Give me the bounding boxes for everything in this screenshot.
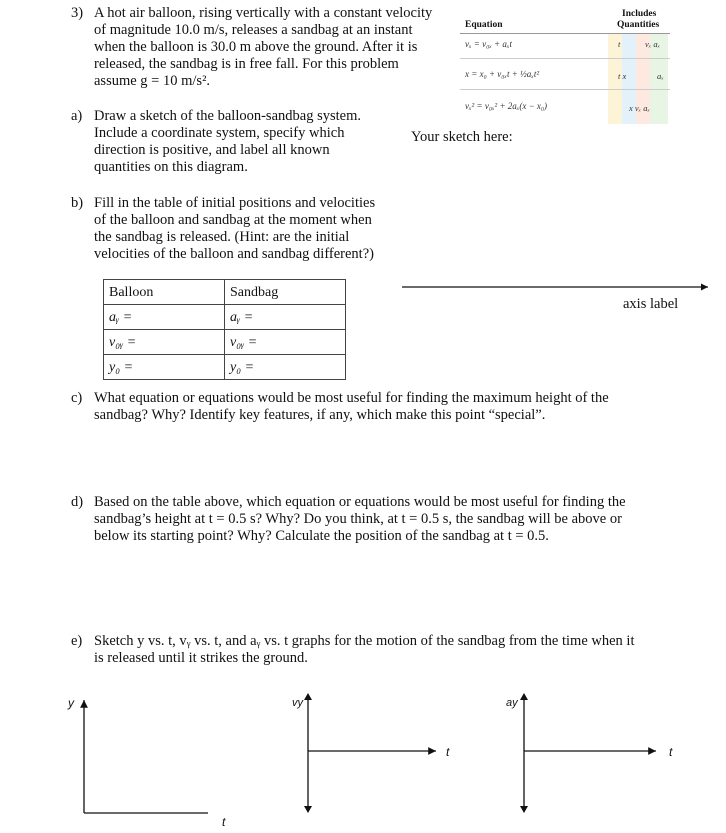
graph-vy-label: vy (292, 697, 303, 709)
sketch-label: Your sketch here: (411, 129, 513, 145)
equation-row-2: x = x₀ + v₀ₓt + ½aₓt² (465, 69, 540, 79)
graph-y-t-label: t (222, 815, 226, 829)
balloon-y0-cell[interactable]: y₀ = (104, 355, 225, 380)
sandbag-ay-cell[interactable]: aᵧ = (225, 305, 346, 330)
equation-row-2-quantities-a: t x (618, 71, 627, 81)
balloon-v0y-cell[interactable]: v₀ᵧ = (104, 330, 225, 355)
part-a-text: Draw a sketch of the balloon-sandbag system. Include a coordinate system, specify which direction is positive, and label all known quantities on this diagram. (94, 108, 361, 175)
part-e-text: Sketch y vs. t, vᵧ vs. t, and aᵧ vs. t graphs for the motion of the sandbag from the time when it is released until it strikes the ground. (94, 633, 635, 666)
equation-row-3-quantities: x vₓ aₓ (629, 103, 650, 113)
includes-header-2: Quantities (617, 20, 660, 30)
equation-row-1-quantities-a: t (618, 39, 621, 49)
sandbag-v0y-cell[interactable]: v₀ᵧ = (225, 330, 346, 355)
part-c-text: What equation or equations would be most useful for finding the maximum height of the sandbag? Why? Identify key features, if any, which make this point “special”. (94, 390, 609, 423)
part-b-label: b) (71, 195, 84, 211)
sandbag-y0-cell[interactable]: y₀ = (225, 355, 346, 380)
axis-label: axis label (623, 296, 679, 312)
equation-row-2-quantities-b: aₓ (657, 71, 664, 81)
ay-axis-arrowhead-down (520, 806, 528, 813)
part-e-label: e) (71, 633, 83, 649)
equation-row-1-quantities-b: vₓ aₓ (645, 39, 660, 49)
graph-vy-t-label: t (446, 745, 450, 759)
part-c-label: c) (71, 390, 83, 406)
equation-row-1: vₓ = v₀ₓ + aₓt (465, 39, 512, 49)
ay-axis-arrowhead-up (520, 693, 528, 700)
part-a-label: a) (71, 108, 83, 124)
balloon-ay-cell[interactable]: aᵧ = (104, 305, 225, 330)
part-d-label: d) (71, 494, 84, 510)
sandbag-header: Sandbag (225, 280, 346, 305)
problem-intro: A hot air balloon, rising vertically with a constant velocity of magnitude 10.0 m/s, releases a sandbag at an instant when the balloon is 30.0 m above the ground. After it is released, the sandbag is in free fall. For this problem assume g = 10 m/s². (94, 5, 433, 89)
problem-number: 3) (71, 5, 84, 21)
graph-ay-t-label: t (669, 745, 673, 759)
part-d-text: Based on the table above, which equation or equations would be most useful for finding the sandbag’s height at t = 0.5 s? Why? Do you think, at t = 0.5 s, the sandbag will be above or below its starting point? Why? Calculate the position of the sandbag at t = 0.5. (94, 494, 626, 544)
equation-row-3: vₓ² = v₀ₓ² + 2aₓ(x − x₀) (465, 101, 548, 111)
graph-ay-label: ay (506, 697, 518, 709)
balloon-header: Balloon (104, 280, 225, 305)
part-b-text: Fill in the table of initial positions and velocities of the balloon and sandbag at the moment when the sandbag is released. (Hint: are the initial velocities of the balloon and sandbag different?) (94, 195, 376, 262)
graph-y-label: y (68, 696, 74, 710)
vy-axis-arrowhead-down (304, 806, 312, 813)
includes-header-1: Includes (622, 9, 657, 19)
vy-axis-arrowhead-up (304, 693, 312, 700)
equation-header: Equation (465, 20, 503, 30)
